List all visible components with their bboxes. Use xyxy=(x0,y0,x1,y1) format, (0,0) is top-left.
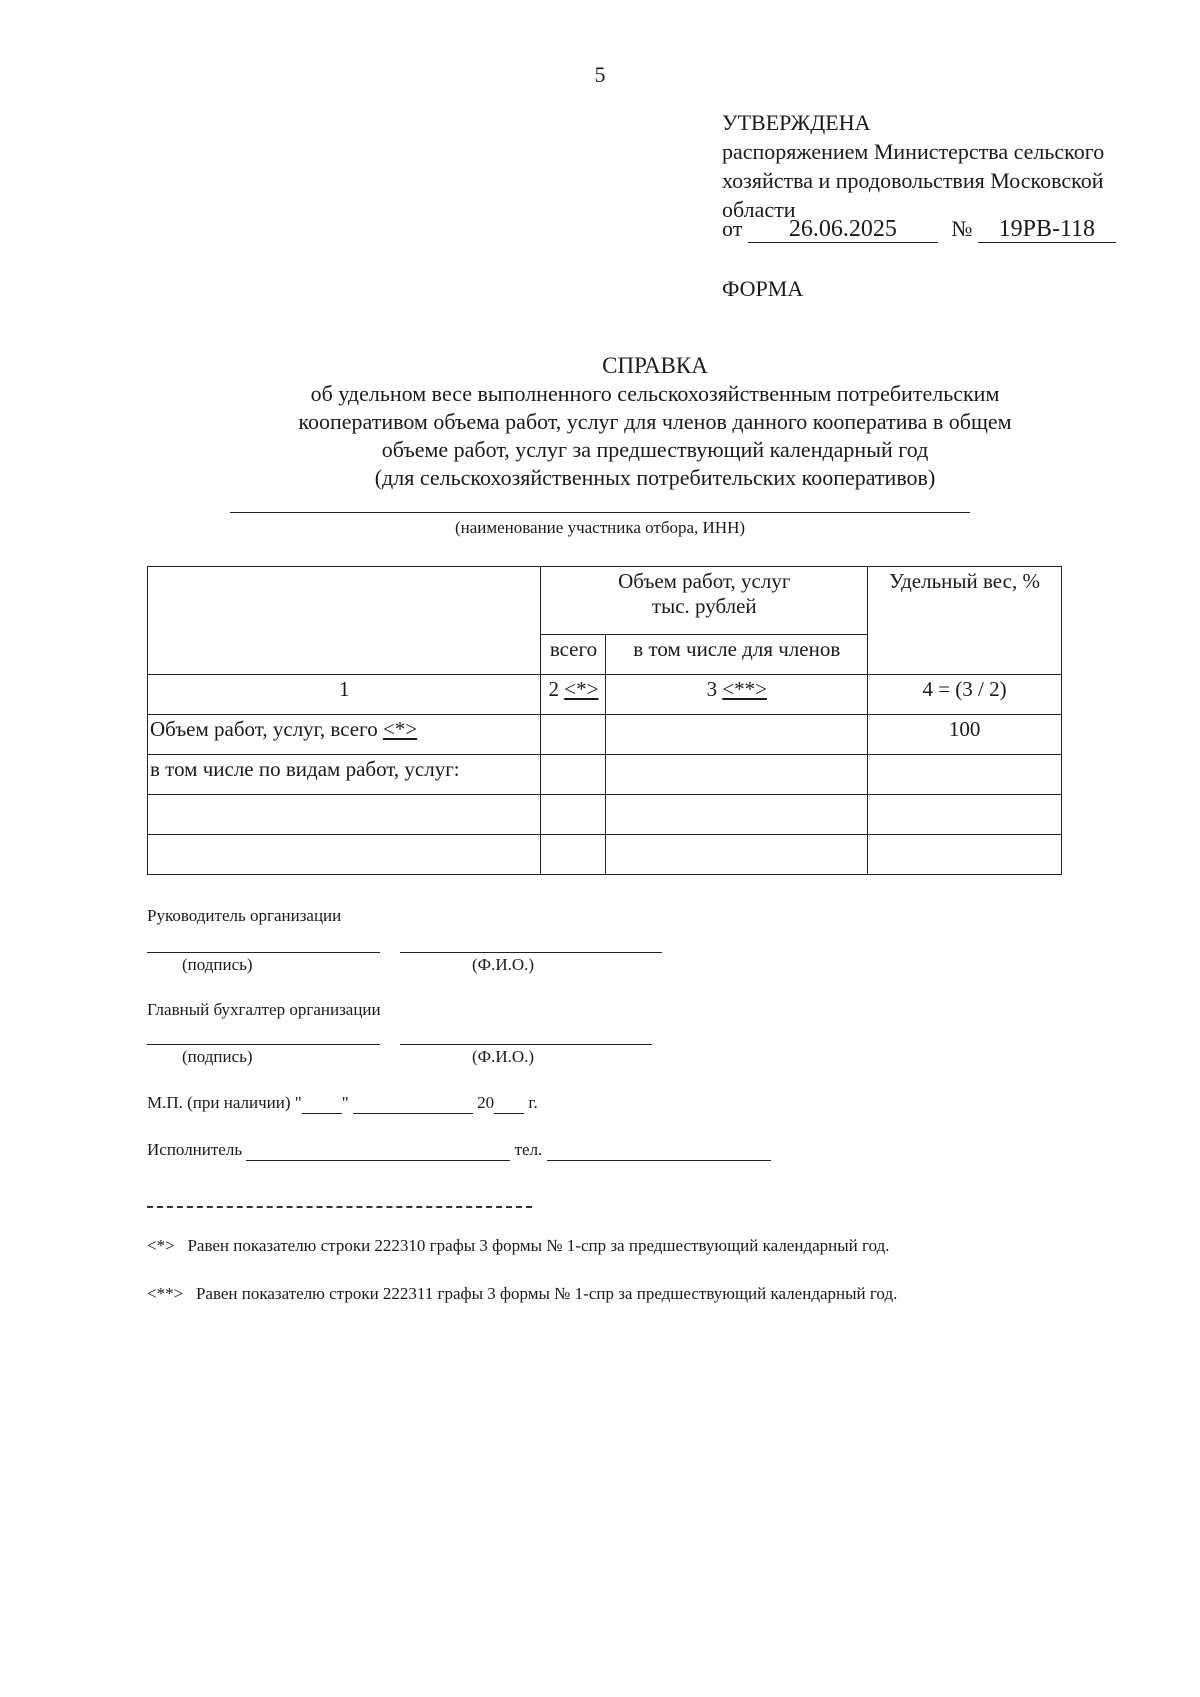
name-caption: (Ф.И.О.) xyxy=(472,1047,535,1066)
footnote-separator xyxy=(147,1206,532,1208)
header-volume xyxy=(541,567,868,635)
executor-line xyxy=(147,1140,771,1161)
head-name-line[interactable] xyxy=(400,952,662,953)
date-prefix: от xyxy=(722,216,743,241)
stamp-day-field[interactable] xyxy=(302,1093,342,1114)
approval-title: УТВЕРЖДЕНА xyxy=(722,110,871,135)
table-row-numbers xyxy=(148,675,1062,715)
footnote-1-text: Равен показателю строки 222310 графы 3 формы № 1-спр за предшествующий календарный год. xyxy=(187,1236,890,1255)
form-label: ФОРМА xyxy=(722,276,804,301)
document-title: СПРАВКА xyxy=(602,353,708,378)
table-row xyxy=(148,795,1062,835)
row-types-label: в том числе по видам работ, услуг: xyxy=(148,755,541,795)
cell-input[interactable] xyxy=(868,755,1062,795)
accountant-signature-line[interactable] xyxy=(147,1044,380,1045)
stamp-date-line xyxy=(147,1093,538,1114)
footnote-1 xyxy=(147,1236,889,1256)
head-signature-line[interactable] xyxy=(147,952,380,953)
col-number-1: 1 xyxy=(148,675,541,715)
sign-caption: (подпись) xyxy=(182,1047,253,1066)
participant-caption: (наименование участника отбора, ИНН) xyxy=(454,518,746,537)
cell-input[interactable] xyxy=(606,755,868,795)
phone-label: тел. xyxy=(514,1140,543,1159)
col-number-2-num: 2 xyxy=(548,677,559,701)
heading-line: кооперативом объема работ, услуг для членов данного кооператива в общем xyxy=(298,409,1012,434)
footnote-2 xyxy=(147,1284,897,1304)
approval-date: 26.06.2025 xyxy=(748,216,938,243)
cell-input[interactable] xyxy=(541,835,606,875)
table-row xyxy=(148,715,1062,755)
cell-input[interactable] xyxy=(606,715,868,755)
cell-input[interactable] xyxy=(606,795,868,835)
executor-label: Исполнитель xyxy=(147,1140,243,1159)
cell-input[interactable] xyxy=(541,755,606,795)
stamp-suffix: г. xyxy=(528,1093,538,1112)
row-total-weight: 100 xyxy=(868,715,1062,755)
approval-line: распоряжением Министерства сельского xyxy=(722,139,1105,164)
header-volume-line2: тыс. рублей xyxy=(651,594,757,618)
footnote-2-mark: <**> xyxy=(147,1284,184,1303)
phone-field[interactable] xyxy=(547,1140,771,1161)
footnote-2-text: Равен показателю строки 222311 графы 3 формы № 1-спр за предшествующий календарный год. xyxy=(195,1284,898,1303)
participant-name-line xyxy=(230,512,970,513)
approval-line: хозяйства и продовольствия Московской xyxy=(722,168,1104,193)
cell-input[interactable] xyxy=(606,835,868,875)
accountant-label: Главный бухгалтер организации xyxy=(147,1000,381,1019)
stamp-year-field[interactable] xyxy=(494,1093,524,1114)
number-prefix: № xyxy=(951,216,973,241)
document-heading xyxy=(180,352,1130,492)
heading-line: об удельном весе выполненного сельскохозяйственным потребительским xyxy=(310,381,1000,406)
approval-block xyxy=(722,108,1182,224)
row-total-text: Объем работ, услуг, всего xyxy=(150,717,378,741)
stamp-month-field[interactable] xyxy=(353,1093,473,1114)
cell-input[interactable] xyxy=(541,795,606,835)
volume-table xyxy=(147,566,1062,875)
cell-input[interactable] xyxy=(148,795,541,835)
col-number-2 xyxy=(541,675,606,715)
header-volume-line1: Объем работ, услуг xyxy=(618,569,791,593)
page-number: 5 xyxy=(594,62,606,87)
cell-input[interactable] xyxy=(541,715,606,755)
stamp-year: 20 xyxy=(477,1093,495,1112)
footnote-1-mark: <*> xyxy=(147,1236,175,1255)
row-total-ref: <*> xyxy=(382,717,418,741)
header-total: всего xyxy=(541,635,606,675)
sign-caption: (подпись) xyxy=(182,955,253,974)
stamp-prefix: М.П. (при наличии) " xyxy=(147,1093,302,1112)
header-weight: Удельный вес, % xyxy=(868,567,1062,675)
approval-date-line xyxy=(722,216,1116,243)
col-number-3 xyxy=(606,675,868,715)
stamp-quote: " xyxy=(341,1093,349,1112)
cell-input[interactable] xyxy=(868,795,1062,835)
accountant-name-line[interactable] xyxy=(400,1044,652,1045)
table-row xyxy=(148,835,1062,875)
header-empty-cell xyxy=(148,567,541,675)
col-number-2-ref: <*> xyxy=(564,677,599,701)
executor-field[interactable] xyxy=(246,1140,510,1161)
heading-line: (для сельскохозяйственных потребительских кооперативов) xyxy=(374,465,936,490)
table-header-row xyxy=(148,567,1062,635)
col-number-4: 4 = (3 / 2) xyxy=(868,675,1062,715)
name-caption: (Ф.И.О.) xyxy=(472,955,535,974)
header-members: в том числе для членов xyxy=(606,635,868,675)
heading-line: объеме работ, услуг за предшествующий календарный год xyxy=(381,437,929,462)
head-label: Руководитель организации xyxy=(147,906,342,925)
approval-line: области xyxy=(722,197,796,222)
approval-number: 19РВ-118 xyxy=(978,216,1116,243)
col-number-3-num: 3 xyxy=(706,677,718,701)
table-row xyxy=(148,755,1062,795)
cell-input[interactable] xyxy=(148,835,541,875)
col-number-3-ref: <**> xyxy=(722,677,767,701)
row-total-label xyxy=(148,715,541,755)
cell-input[interactable] xyxy=(868,835,1062,875)
